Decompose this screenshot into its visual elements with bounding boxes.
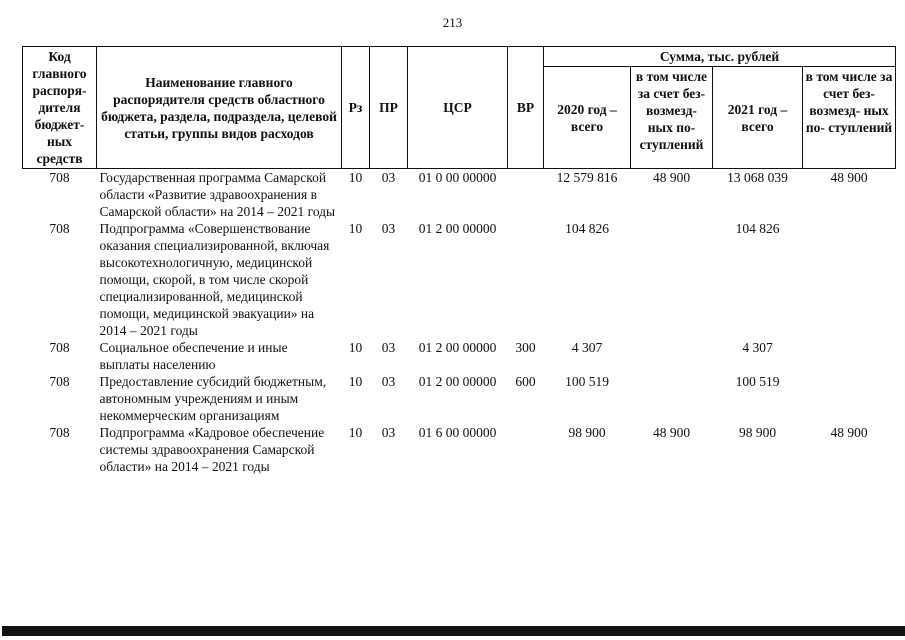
header-2021-free: в том числе за счет без- возмезд- ных по- ступлений — [803, 67, 896, 169]
cell-csr: 01 2 00 00000 — [418, 374, 497, 389]
table-row — [23, 373, 896, 424]
header-2020-total: 2020 год – всего — [544, 67, 631, 169]
cell-pr: 03 — [381, 374, 396, 389]
cell-pr: 03 — [381, 221, 396, 236]
cell-name: Государственная программа Самарской области «Развитие здравоохранения в Самарской области» на 2014 – 2021 годы — [99, 170, 336, 219]
scan-edge-bar — [2, 626, 905, 636]
cell-csr: 01 2 00 00000 — [418, 221, 497, 236]
cell-csr: 01 0 00 00000 — [418, 170, 497, 185]
cell-2020-free — [631, 220, 713, 339]
header-name: Наименование главного распорядителя средств областного бюджета, раздела, подраздела, целевой статьи, группы видов расходов — [97, 47, 342, 169]
cell-2021-total: 100 519 — [735, 374, 780, 389]
cell-rz: 10 — [348, 374, 363, 389]
cell-rz: 10 — [348, 340, 363, 355]
cell-vr — [508, 169, 544, 221]
header-pr: ПР — [370, 47, 408, 169]
cell-name: Социальное обеспечение и иные выплаты населению — [99, 340, 288, 372]
budget-table — [22, 46, 896, 475]
cell-rz: 10 — [348, 170, 363, 185]
cell-2021-free: 48 900 — [830, 170, 868, 185]
cell-2020-total: 12 579 816 — [556, 170, 618, 185]
cell-csr: 01 6 00 00000 — [418, 425, 497, 440]
cell-pr: 03 — [381, 170, 396, 185]
cell-pr: 03 — [381, 425, 396, 440]
header-rz: Рз — [342, 47, 370, 169]
cell-2020-free: 48 900 — [652, 170, 691, 185]
cell-code: 708 — [49, 374, 70, 389]
cell-rz: 10 — [348, 221, 363, 236]
cell-csr: 01 2 00 00000 — [418, 340, 497, 355]
header-csr: ЦСР — [408, 47, 508, 169]
cell-2020-free — [631, 373, 713, 424]
cell-code: 708 — [49, 425, 70, 440]
table-row — [23, 424, 896, 475]
cell-vr: 300 — [515, 340, 536, 355]
cell-2021-total: 13 068 039 — [727, 170, 788, 185]
cell-pr: 03 — [381, 340, 396, 355]
cell-2020-total: 100 519 — [565, 374, 609, 389]
cell-2021-free — [803, 220, 896, 339]
cell-2020-free — [631, 339, 713, 373]
cell-2021-total: 98 900 — [738, 425, 777, 440]
table-row — [23, 220, 896, 339]
cell-2021-total: 4 307 — [742, 340, 773, 355]
cell-2021-free — [803, 339, 896, 373]
cell-name: Подпрограмма «Совершенствование оказания специализированной, включая высокотехнологичную, медицинской помощи, скорой, в том числе скорой специализированной, медицинской помощи, медицинской эвакуации» на 2014 – 2021 годы — [99, 221, 330, 338]
cell-code: 708 — [49, 221, 70, 236]
cell-code: 708 — [49, 340, 70, 355]
header-code: Код главного распоря- дителя бюджет- ных средств — [23, 47, 97, 169]
cell-rz: 10 — [348, 425, 363, 440]
cell-vr: 600 — [515, 374, 536, 389]
header-vr: ВР — [508, 47, 544, 169]
table-body — [23, 169, 896, 476]
cell-2020-total: 4 307 — [571, 340, 603, 355]
header-sum: Сумма, тыс. рублей — [544, 47, 896, 67]
cell-2021-total: 104 826 — [735, 221, 780, 236]
cell-name: Предоставление субсидий бюджетным, автономным учреждениям и иным некоммерческим организациям — [99, 374, 327, 423]
cell-code: 708 — [49, 170, 70, 185]
cell-vr — [508, 220, 544, 339]
header-2020-free: в том числе за счет без- возмезд- ных по- ступлений — [631, 67, 713, 169]
header-2021-total: 2021 год – всего — [713, 67, 803, 169]
page-number: 213 — [442, 15, 463, 30]
cell-2020-total: 98 900 — [568, 425, 606, 440]
cell-2020-free: 48 900 — [652, 425, 691, 440]
cell-2020-total: 104 826 — [565, 221, 609, 236]
table-row — [23, 169, 896, 221]
table-row — [23, 339, 896, 373]
cell-vr — [508, 424, 544, 475]
cell-2021-free — [803, 373, 896, 424]
table-header — [23, 47, 896, 169]
cell-name: Подпрограмма «Кадровое обеспечение системы здравоохранения Самарской области» на 2014 – 2021 годы — [99, 425, 325, 474]
cell-2021-free: 48 900 — [830, 425, 868, 440]
